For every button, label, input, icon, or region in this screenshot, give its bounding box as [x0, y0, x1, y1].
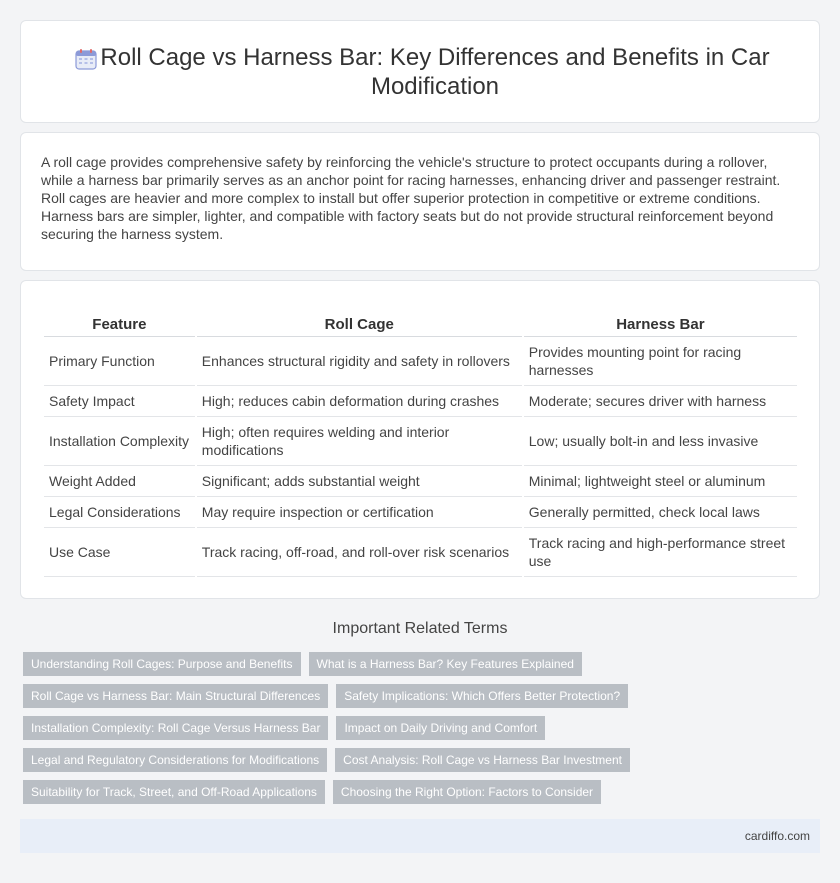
related-term-tag[interactable]: Installation Complexity: Roll Cage Versus Harness Bar [23, 716, 328, 740]
header-harness-bar: Harness Bar [524, 313, 797, 337]
table-row [44, 497, 797, 528]
header-feature: Feature [44, 313, 195, 337]
table-header-row [44, 313, 797, 337]
table-cell: Enhances structural rigidity and safety in rollovers [197, 337, 522, 386]
table-cell: Installation Complexity [44, 417, 195, 466]
table-cell: Low; usually bolt-in and less invasive [524, 417, 797, 466]
table-cell: Moderate; secures driver with harness [524, 386, 797, 417]
table-cell: High; reduces cabin deformation during crashes [197, 386, 522, 417]
summary-text: A roll cage provides comprehensive safety by reinforcing the vehicle's structure to protect occupants during a rollover, while a harness bar primarily serves as an anchor point for racing harnesses, enhancing driver and passenger restraint. Roll cages are heavier and more complex to install but offer superior protection in competitive or extreme conditions. Harness bars are simpler, lighter, and compatible with factory seats but do not provide structural reinforcement beyond securing the harness system. [41, 154, 781, 242]
summary-card [20, 132, 820, 271]
footer-site-link[interactable]: cardiffo.com [744, 829, 810, 843]
related-term-tag[interactable]: Choosing the Right Option: Factors to Consider [333, 780, 601, 804]
table-row [44, 386, 797, 417]
comparison-card [20, 280, 820, 599]
related-term-tag[interactable]: What is a Harness Bar? Key Features Explained [309, 652, 582, 676]
table-cell: Provides mounting point for racing harnesses [524, 337, 797, 386]
table-row [44, 337, 797, 386]
related-term-tag[interactable]: Safety Implications: Which Offers Better Protection? [336, 684, 628, 708]
related-terms-title: Important Related Terms [332, 620, 508, 637]
related-term-tag[interactable]: Cost Analysis: Roll Cage vs Harness Bar Investment [335, 748, 630, 772]
comparison-table [42, 313, 799, 577]
table-cell: Track racing, off-road, and roll-over risk scenarios [197, 528, 522, 577]
footer [20, 819, 820, 853]
related-term-tag[interactable]: Understanding Roll Cages: Purpose and Benefits [23, 652, 301, 676]
table-cell: May require inspection or certification [197, 497, 522, 528]
table-cell: Primary Function [44, 337, 195, 386]
table-cell: Weight Added [44, 466, 195, 497]
page-title: Roll Cage vs Harness Bar: Key Differences and Benefits in Car Modification [100, 44, 770, 100]
related-terms-list [23, 652, 823, 812]
table-cell: Use Case [44, 528, 195, 577]
related-term-tag[interactable]: Roll Cage vs Harness Bar: Main Structural Differences [23, 684, 328, 708]
table-cell: Generally permitted, check local laws [524, 497, 797, 528]
table-cell: Minimal; lightweight steel or aluminum [524, 466, 797, 497]
table-row [44, 466, 797, 497]
header-roll-cage: Roll Cage [197, 313, 522, 337]
table-row [44, 528, 797, 577]
related-term-tag[interactable]: Legal and Regulatory Considerations for Modifications [23, 748, 327, 772]
header-card [20, 20, 820, 123]
table-cell: Track racing and high-performance street use [524, 528, 797, 577]
table-cell: Legal Considerations [44, 497, 195, 528]
table-row [44, 417, 797, 466]
related-term-tag[interactable]: Impact on Daily Driving and Comfort [336, 716, 545, 740]
table-cell: Significant; adds substantial weight [197, 466, 522, 497]
table-cell: Safety Impact [44, 386, 195, 417]
related-term-tag[interactable]: Suitability for Track, Street, and Off-Road Applications [23, 780, 325, 804]
table-cell: High; often requires welding and interior modifications [197, 417, 522, 466]
